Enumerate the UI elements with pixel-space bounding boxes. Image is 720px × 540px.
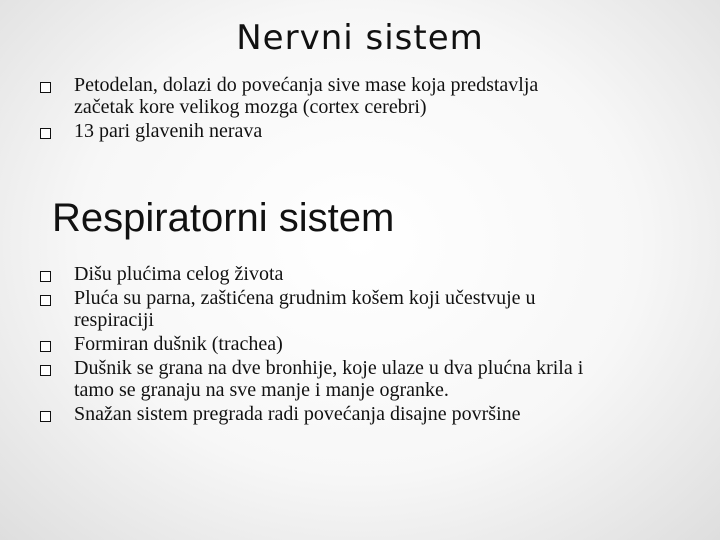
bullet-text: Dušnik se grana na dve bronhije, koje ulaze u dva plućna krila i tamo se granaju na sve manje i manje ogranke. [74, 357, 584, 401]
bullet-text: Dišu plućima celog života [74, 263, 284, 285]
list-item [38, 333, 598, 355]
list-item [38, 74, 558, 118]
list-item [38, 403, 598, 425]
square-bullet-icon [40, 271, 51, 282]
list-item [38, 120, 558, 142]
section-title-respiratorni-sistem: Respiratorni sistem [52, 196, 395, 240]
slide-title-nervni-sistem: Nervni sistem [236, 18, 484, 58]
square-bullet-icon [40, 411, 51, 422]
list-item [38, 287, 598, 331]
bullet-text: Formiran dušnik (trachea) [74, 333, 283, 355]
list-item [38, 263, 598, 285]
bullet-text: Pluća su parna, zaštićena grudnim košem koji učestvuje u respiraciji [74, 287, 536, 331]
bullet-text: 13 pari glavenih nerava [74, 120, 263, 142]
square-bullet-icon [40, 341, 51, 352]
bullet-text: Petodelan, dolazi do povećanja sive mase koja predstavlja začetak kore velikog mozga (cortex cerebri) [74, 74, 539, 118]
square-bullet-icon [40, 82, 51, 93]
square-bullet-icon [40, 128, 51, 139]
square-bullet-icon [40, 365, 51, 376]
respiratorni-sistem-bullet-list [38, 263, 598, 427]
bullet-text: Snažan sistem pregrada radi povećanja disajne površine [74, 403, 521, 425]
square-bullet-icon [40, 295, 51, 306]
list-item [38, 357, 598, 401]
nervni-sistem-bullet-list [38, 74, 558, 144]
